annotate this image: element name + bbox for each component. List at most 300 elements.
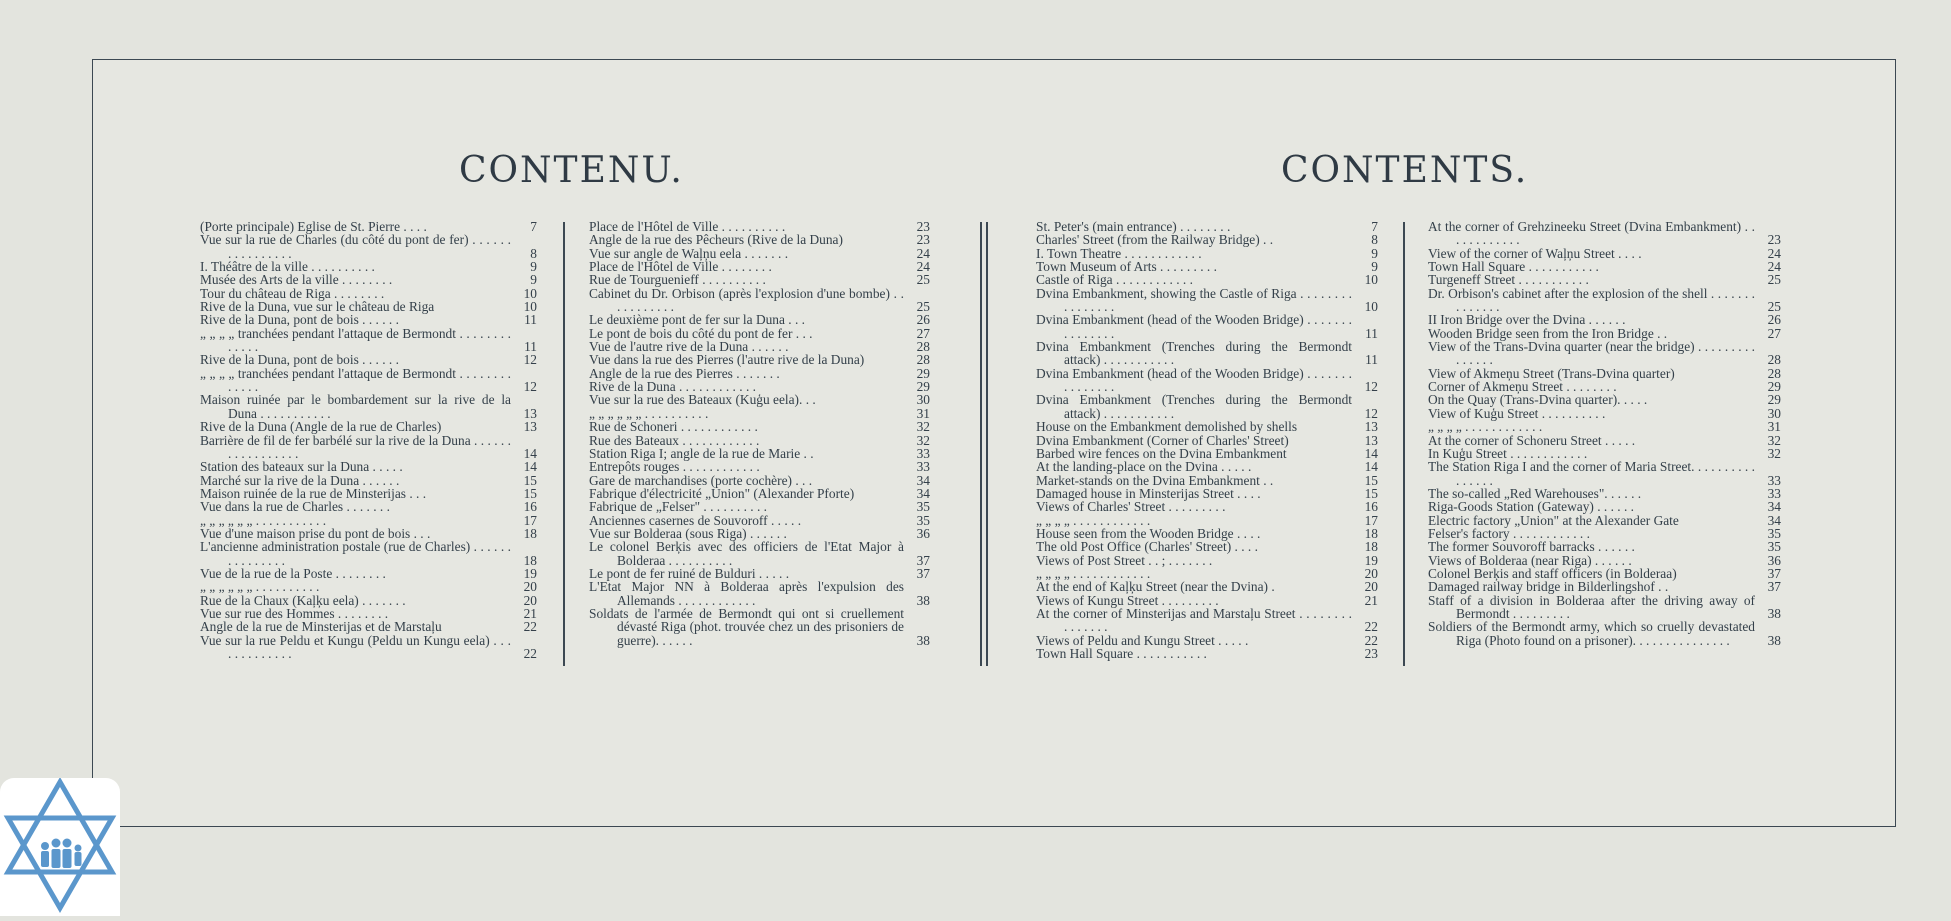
toc-entry-page: 28 xyxy=(1767,365,1781,381)
toc-entry-page: 25 xyxy=(916,272,930,288)
toc-entry xyxy=(1036,460,1378,473)
toc-entry-title: (Porte principale) Eglise de St. Pierre . . . . xyxy=(200,219,427,234)
toc-entry xyxy=(1428,407,1781,420)
toc-entry xyxy=(1428,447,1781,460)
toc-entry-page: 21 xyxy=(523,605,537,621)
toc-entry-title: „ „ „ „ . . . . . . . . . . . . xyxy=(1036,512,1151,528)
toc-entry xyxy=(200,300,537,313)
toc-entry-page: 32 xyxy=(916,419,930,435)
toc-entry-page: 11 xyxy=(524,312,537,328)
toc-entry-title: „ „ „ „ „ „ . . . . . . . . . . xyxy=(200,579,320,595)
toc-entry-title: Views of Kungu Street . . . . . . . . . xyxy=(1036,592,1219,608)
toc-entry-title: Vue sur angle de Waļņu eela . . . . . . . xyxy=(589,245,789,261)
toc-entry-title: L'Etat Major NN à Bolderaa après l'expulsion des Allemands . . . . . . . . . . . . xyxy=(589,579,904,608)
toc-entry-page: 31 xyxy=(916,405,930,421)
toc-entry-page: 20 xyxy=(1364,565,1378,581)
toc-entry-title: View of the corner of Waļņu Street . . . . xyxy=(1428,245,1642,261)
toc-entry xyxy=(1036,247,1378,260)
toc-entry-title: „ „ „ „ tranchées pendant l'attaque de Bermondt . . . . . . . . . . . . . xyxy=(200,365,511,395)
toc-entry xyxy=(1036,287,1378,314)
toc-entry xyxy=(1428,460,1781,487)
toc-entry-page: 9 xyxy=(1371,259,1378,275)
toc-entry-page: 33 xyxy=(916,459,930,475)
toc-entry xyxy=(1428,327,1781,340)
toc-entry-title: Maison ruinée par le bombardement sur la rive de la Duna . . . . . . . . . . . xyxy=(200,392,511,421)
toc-entry xyxy=(1036,527,1378,540)
toc-entry-page: 19 xyxy=(1364,552,1378,568)
toc-entry xyxy=(200,367,537,394)
toc-column-fr-2 xyxy=(589,220,930,647)
toc-entry-page: 28 xyxy=(916,352,930,368)
toc-entry xyxy=(589,407,930,420)
toc-entry-title: The so-called „Red Warehouses". . . . . . xyxy=(1428,485,1642,501)
toc-entry-page: 37 xyxy=(916,565,930,581)
toc-entry-page: 38 xyxy=(916,592,930,608)
toc-entry xyxy=(200,540,537,567)
toc-entry-page: 24 xyxy=(916,259,930,275)
toc-entry-title: Dvina Embankment, showing the Castle of Riga . . . . . . . . . . . . . . . . xyxy=(1036,285,1352,315)
toc-entry-page: 24 xyxy=(1767,259,1781,275)
toc-entry-page: 10 xyxy=(523,285,537,301)
toc-entry xyxy=(589,460,930,473)
toc-entry xyxy=(200,527,537,540)
toc-entry-page: 25 xyxy=(1767,272,1781,288)
toc-entry xyxy=(1428,247,1781,260)
toc-entry-title: Anciennes casernes de Souvoroff . . . . . xyxy=(589,512,802,528)
toc-entry-page: 30 xyxy=(916,392,930,408)
toc-entry xyxy=(200,420,537,433)
toc-entry-page: 23 xyxy=(916,232,930,248)
toc-entry xyxy=(200,273,537,286)
toc-entry-title: Corner of Akmeņu Street . . . . . . . . xyxy=(1428,379,1617,395)
toc-entry-title: Vue sur rue des Hommes . . . . . . . . xyxy=(200,605,389,621)
toc-entry xyxy=(1428,273,1781,286)
toc-entry-page: 32 xyxy=(1767,445,1781,461)
toc-entry-page: 9 xyxy=(1371,245,1378,261)
toc-entry-page: 11 xyxy=(1365,325,1378,341)
toc-entry xyxy=(200,260,537,273)
toc-entry-page: 28 xyxy=(1767,352,1781,368)
toc-entry-title: Town Hall Square . . . . . . . . . . . xyxy=(1036,646,1207,661)
toc-entry-title: Dvina Embankment (Trenches during the Bermondt attack) . . . . . . . . . . . xyxy=(1036,392,1352,421)
toc-entry-title: Place de l'Hôtel de Ville . . . . . . . . xyxy=(589,259,772,275)
toc-entry-title: Place de l'Hôtel de Ville . . . . . . . . . . xyxy=(589,219,786,234)
toc-entry-page: 35 xyxy=(1767,525,1781,541)
toc-entry-page: 10 xyxy=(523,299,537,315)
toc-entry-title: Views of Peldu and Kungu Street . . . . . xyxy=(1036,632,1249,648)
toc-entry xyxy=(589,340,930,353)
toc-entry xyxy=(589,380,930,393)
toc-entry-page: 24 xyxy=(1767,245,1781,261)
toc-entry-title: At the landing-place on the Dvina . . . . . xyxy=(1036,459,1252,475)
toc-entry-title: Rive de la Duna (Angle de la rue de Charles) xyxy=(200,419,442,435)
toc-entry-title: II Iron Bridge over the Dvina . . . . . . xyxy=(1428,312,1626,328)
toc-entry xyxy=(589,353,930,366)
toc-entry-page: 22 xyxy=(1364,632,1378,648)
toc-entry-title: Rive de la Duna, vue sur le château de Riga xyxy=(200,299,435,315)
toc-entry-title: Vue dans la rue des Pierres (l'autre rive de la Duna) xyxy=(589,352,865,368)
toc-entry-page: 25 xyxy=(916,299,930,315)
toc-entry-title: Turgeneff Street . . . . . . . . . . . xyxy=(1428,272,1589,288)
toc-entry xyxy=(1036,487,1378,500)
toc-entry-page: 18 xyxy=(1364,525,1378,541)
toc-entry-page: 12 xyxy=(1364,405,1378,421)
toc-entry-page: 12 xyxy=(1364,379,1378,395)
toc-entry-page: 13 xyxy=(523,419,537,435)
column-divider xyxy=(1403,222,1405,666)
toc-entry-title: Station Riga I; angle de la rue de Marie . . xyxy=(589,445,814,461)
toc-entry xyxy=(200,460,537,473)
toc-entry-page: 17 xyxy=(1364,512,1378,528)
toc-entry-title: I. Théâtre de la ville . . . . . . . . . . xyxy=(200,259,375,275)
toc-entry-title: View of Akmeņu Street (Trans-Dvina quarter) xyxy=(1428,365,1675,381)
toc-entry-title: Soldiers of the Bermondt army, which so cruelly devastated Riga (Photo found on a prisoner). . . . . . . . . . . . . . . xyxy=(1428,619,1755,648)
toc-entry-page: 38 xyxy=(1767,632,1781,648)
toc-entry-title: Maison ruinée de la rue de Minsterijas . . . xyxy=(200,485,427,501)
toc-entry-page: 22 xyxy=(1364,619,1378,635)
toc-entry-page: 36 xyxy=(1767,552,1781,568)
toc-entry-title: At the corner of Minsterijas and Marstaļu Street . . . . . . . . . . . . . . . xyxy=(1036,605,1352,635)
toc-entry-page: 14 xyxy=(523,459,537,475)
toc-entry-title: Town Museum of Arts . . . . . . . . . xyxy=(1036,259,1217,275)
toc-entry-title: „ „ „ „ . . . . . . . . . . . . xyxy=(1428,419,1543,435)
toc-entry-page: 32 xyxy=(1767,432,1781,448)
toc-entry xyxy=(200,393,537,420)
toc-entry-page: 33 xyxy=(1767,472,1781,488)
toc-entry-title: The old Post Office (Charles' Street) . . . . xyxy=(1036,539,1258,555)
toc-entry xyxy=(589,607,930,647)
toc-entry xyxy=(1036,607,1378,634)
toc-entry-page: 17 xyxy=(523,512,537,528)
toc-entry xyxy=(1036,580,1378,593)
toc-entry xyxy=(1428,313,1781,326)
toc-entry xyxy=(200,567,537,580)
toc-entry-title: In Kuģu Street . . . . . . . . . . . . xyxy=(1428,445,1588,461)
toc-entry-page: 35 xyxy=(1767,539,1781,555)
toc-entry-title: Wooden Bridge seen from the Iron Bridge . . xyxy=(1428,325,1668,341)
toc-entry-page: 9 xyxy=(530,272,537,288)
toc-entry-page: 14 xyxy=(523,445,537,461)
toc-entry xyxy=(589,514,930,527)
toc-entry xyxy=(589,540,930,567)
toc-entry-page: 23 xyxy=(1767,232,1781,248)
toc-entry-title: The former Souvoroff barracks . . . . . . xyxy=(1428,539,1635,555)
toc-entry-title: Vue sur la rue de Charles (du côté du pont de fer) . . . . . . . . . . . . . . . . xyxy=(200,232,511,261)
toc-entry xyxy=(589,393,930,406)
toc-entry xyxy=(589,220,930,233)
toc-entry-page: 38 xyxy=(916,632,930,648)
toc-entry-title: The Station Riga I and the corner of Maria Street. . . . . . . . . . . . . . . . xyxy=(1428,459,1755,488)
toc-entry xyxy=(1036,647,1378,660)
toc-entry xyxy=(589,233,930,246)
toc-entry xyxy=(200,434,537,461)
toc-entry-title: Barbed wire fences on the Dvina Embankment xyxy=(1036,445,1287,461)
toc-entry xyxy=(1428,487,1781,500)
toc-entry-title: Le pont de fer ruiné de Bulduri . . . . . xyxy=(589,565,790,581)
toc-entry xyxy=(1036,434,1378,447)
toc-entry-title: Vue dans la rue de Charles . . . . . . . xyxy=(200,499,390,515)
toc-entry-title: Riga-Goods Station (Gateway) . . . . . . xyxy=(1428,499,1635,515)
toc-entry-title: At the corner of Schoneru Street . . . . . xyxy=(1428,432,1636,448)
toc-entry-page: 35 xyxy=(916,499,930,515)
toc-entry-page: 31 xyxy=(1767,419,1781,435)
toc-entry-page: 25 xyxy=(1767,299,1781,315)
toc-entry-page: 37 xyxy=(916,552,930,568)
toc-entry-page: 14 xyxy=(1364,459,1378,475)
toc-entry xyxy=(1036,233,1378,246)
toc-entry xyxy=(589,273,930,286)
watermark-logo xyxy=(0,778,120,916)
toc-entry-title: Rue de Tourguenieff . . . . . . . . . . xyxy=(589,272,766,288)
toc-entry xyxy=(589,527,930,540)
toc-entry-title: At the corner of Grehzineeku Street (Dvina Embankment) . . . . . . . . . . . . xyxy=(1428,219,1755,248)
toc-entry-page: 15 xyxy=(1364,485,1378,501)
toc-entry-title: Staff of a division in Bolderaa after the driving away of Bermondt . . . . . . . . . xyxy=(1428,592,1755,621)
toc-entry-page: 34 xyxy=(916,472,930,488)
toc-entry-title: Felser's factory . . . . . . . . . . . . xyxy=(1428,525,1590,541)
toc-entry-page: 29 xyxy=(1767,379,1781,395)
toc-entry-page: 20 xyxy=(523,592,537,608)
toc-entry-page: 13 xyxy=(1364,432,1378,448)
toc-entry xyxy=(1428,580,1781,593)
toc-entry-title: „ „ „ „ „ „ . . . . . . . . . . xyxy=(589,405,709,421)
toc-entry-page: 16 xyxy=(1364,499,1378,515)
toc-entry xyxy=(1036,220,1378,233)
toc-entry-title: Damaged railway bridge in Bilderlingshof . . xyxy=(1428,579,1669,595)
toc-entry-title: Rive de la Duna, pont de bois . . . . . . xyxy=(200,352,399,368)
toc-entry-title: House seen from the Wooden Bridge . . . . xyxy=(1036,525,1261,541)
toc-entry-title: Angle de la rue de Minsterijas et de Marstaļu xyxy=(200,619,442,635)
toc-entry-page: 16 xyxy=(523,499,537,515)
toc-entry xyxy=(1428,567,1781,580)
toc-entry xyxy=(589,500,930,513)
toc-entry-title: Vue sur la rue des Bateaux (Kuģu eela). . . xyxy=(589,392,816,408)
toc-entry xyxy=(1428,260,1781,273)
toc-entry-title: Vue de la rue de la Poste . . . . . . . . xyxy=(200,565,386,581)
toc-entry-title: At the end of Kaļķu Street (near the Dvina) . xyxy=(1036,579,1275,595)
toc-entry-page: 34 xyxy=(916,485,930,501)
toc-entry xyxy=(1036,554,1378,567)
toc-entry xyxy=(200,487,537,500)
toc-entry-title: Colonel Berķis and staff officers (in Bolderaa) xyxy=(1428,565,1677,581)
toc-entry-page: 26 xyxy=(1767,312,1781,328)
toc-entry xyxy=(589,313,930,326)
toc-entry-title: Cabinet du Dr. Orbison (après l'explosion d'une bombe) . . . . . . . . . . . xyxy=(589,285,904,315)
toc-entry xyxy=(1036,313,1378,340)
toc-entry-title: Tour du château de Riga . . . . . . . . xyxy=(200,285,385,301)
toc-entry-title: Dvina Embankment (Corner of Charles' Street) xyxy=(1036,432,1289,448)
toc-entry xyxy=(1036,393,1378,420)
toc-entry-page: 22 xyxy=(523,619,537,635)
toc-entry-page: 29 xyxy=(1767,392,1781,408)
toc-entry-title: Vue sur Bolderaa (sous Riga) . . . . . . xyxy=(589,525,787,541)
toc-entry xyxy=(589,474,930,487)
toc-entry-page: 15 xyxy=(1364,472,1378,488)
toc-entry-title: Entrepôts rouges . . . . . . . . . . . . xyxy=(589,459,760,475)
toc-entry xyxy=(200,287,537,300)
toc-column-fr-1 xyxy=(200,220,537,660)
toc-entry xyxy=(1036,474,1378,487)
toc-entry-page: 11 xyxy=(1365,352,1378,368)
toc-entry-title: Fabrique de „Felser" . . . . . . . . . . xyxy=(589,499,768,515)
toc-entry-title: Vue d'une maison prise du pont de bois . . . xyxy=(200,525,431,541)
toc-column-en-2 xyxy=(1428,220,1781,647)
toc-entry-title: Views of Charles' Street . . . . . . . . . xyxy=(1036,499,1226,515)
toc-entry-title: Rue de la Chaux (Kaļķu eela) . . . . . . . xyxy=(200,592,406,608)
toc-column-en-1 xyxy=(1036,220,1378,660)
heading-contents: CONTENTS. xyxy=(1281,150,1529,191)
toc-entry xyxy=(1036,420,1378,433)
toc-entry-page: 8 xyxy=(530,245,537,261)
toc-entry xyxy=(1036,567,1378,580)
toc-entry-title: St. Peter's (main entrance) . . . . . . . . xyxy=(1036,219,1231,234)
toc-entry-title: View of the Trans-Dvina quarter (near the bridge) . . . . . . . . . . . . . . . xyxy=(1428,339,1755,368)
toc-entry-page: 34 xyxy=(1767,499,1781,515)
toc-entry-title: Rue de Schoneri . . . . . . . . . . . . xyxy=(589,419,758,435)
toc-entry-title: Le deuxième pont de fer sur la Duna . . . xyxy=(589,312,806,328)
toc-entry-page: 12 xyxy=(523,352,537,368)
toc-entry xyxy=(589,447,930,460)
toc-entry-page: 37 xyxy=(1767,579,1781,595)
toc-entry xyxy=(589,260,930,273)
toc-entry-page: 11 xyxy=(524,339,537,355)
toc-entry-title: I. Town Theatre . . . . . . . . . . . . xyxy=(1036,245,1202,261)
toc-entry xyxy=(200,620,537,633)
toc-entry xyxy=(200,634,537,661)
toc-entry xyxy=(1036,500,1378,513)
toc-entry xyxy=(200,594,537,607)
toc-entry xyxy=(1428,554,1781,567)
toc-entry-title: Damaged house in Minsterijas Street . . . . xyxy=(1036,485,1261,501)
toc-entry-page: 34 xyxy=(1767,512,1781,528)
toc-entry-page: 22 xyxy=(523,646,537,661)
toc-entry-page: 33 xyxy=(1767,485,1781,501)
toc-entry-page: 13 xyxy=(523,405,537,421)
toc-entry xyxy=(200,353,537,366)
toc-entry-page: 15 xyxy=(523,472,537,488)
toc-entry xyxy=(200,327,537,354)
toc-entry xyxy=(1036,260,1378,273)
toc-entry-title: Angle de la rue des Pierres . . . . . . . xyxy=(589,365,780,381)
column-divider xyxy=(980,222,982,666)
toc-entry-title: Charles' Street (from the Railway Bridge) . . xyxy=(1036,232,1274,248)
toc-entry-title: Gare de marchandises (porte cochère) . . . xyxy=(589,472,813,488)
toc-entry-title: Rive de la Duna, pont de bois . . . . . . xyxy=(200,312,399,328)
toc-entry-page: 20 xyxy=(523,579,537,595)
toc-entry-page: 21 xyxy=(1364,592,1378,608)
toc-entry-page: 26 xyxy=(916,312,930,328)
toc-entry xyxy=(200,514,537,527)
toc-entry-page: 30 xyxy=(1767,405,1781,421)
toc-entry xyxy=(1428,220,1781,247)
toc-entry-page: 37 xyxy=(1767,565,1781,581)
toc-entry-page: 27 xyxy=(916,325,930,341)
toc-entry-title: Barrière de fil de fer barbélé sur la rive de la Duna . . . . . . . . . . . . . . . . . xyxy=(200,432,511,461)
toc-entry xyxy=(1036,447,1378,460)
toc-entry xyxy=(589,580,930,607)
toc-entry xyxy=(589,487,930,500)
toc-entry-title: „ „ „ „ tranchées pendant l'attaque de Bermondt . . . . . . . . . . . . . xyxy=(200,325,511,355)
toc-entry-title: „ „ „ „ „ „ . . . . . . . . . . . xyxy=(200,512,327,528)
toc-entry-title: Views of Bolderaa (near Riga) . . . . . . xyxy=(1428,552,1632,568)
toc-entry-page: 23 xyxy=(1364,646,1378,661)
toc-entry-title: Fabrique d'électricité „Union" (Alexander Pforte) xyxy=(589,485,855,501)
toc-entry-title: Soldats de l'armée de Bermondt qui ont si cruellement dévasté Riga (phot. trouvée chez un des prisoniers de guerre). . . . . . xyxy=(589,605,904,648)
toc-entry-page: 10 xyxy=(1364,272,1378,288)
toc-entry-page: 13 xyxy=(1364,419,1378,435)
toc-entry-title: Le colonel Berķis avec des officiers de l'Etat Major à Bolderaa . . . . . . . . . . xyxy=(589,539,904,568)
toc-entry-title: Angle de la rue des Pêcheurs (Rive de la Duna) xyxy=(589,232,843,248)
toc-entry-title: Rive de la Duna . . . . . . . . . . . . xyxy=(589,379,756,395)
toc-entry-page: 35 xyxy=(916,512,930,528)
toc-entry xyxy=(1428,420,1781,433)
toc-entry xyxy=(1428,434,1781,447)
toc-entry-title: Electric factory „Union" at the Alexander Gate xyxy=(1428,512,1679,528)
toc-entry xyxy=(1428,340,1781,367)
toc-entry xyxy=(200,607,537,620)
toc-entry xyxy=(1428,500,1781,513)
toc-entry-page: 18 xyxy=(523,525,537,541)
toc-entry xyxy=(1428,620,1781,647)
toc-entry-page: 28 xyxy=(916,339,930,355)
toc-entry-page: 19 xyxy=(523,565,537,581)
toc-entry xyxy=(1036,514,1378,527)
toc-entry-title: Dr. Orbison's cabinet after the explosion of the shell . . . . . . . . . . . . . . xyxy=(1428,285,1755,315)
toc-entry xyxy=(1036,273,1378,286)
toc-entry xyxy=(1428,367,1781,380)
toc-entry xyxy=(1428,594,1781,621)
toc-entry xyxy=(589,327,930,340)
toc-entry xyxy=(1428,527,1781,540)
star-of-david-icon xyxy=(0,778,120,916)
toc-entry xyxy=(200,474,537,487)
toc-entry-page: 9 xyxy=(530,259,537,275)
toc-entry xyxy=(1428,540,1781,553)
toc-entry xyxy=(589,567,930,580)
toc-entry-page: 27 xyxy=(1767,325,1781,341)
toc-entry-title: L'ancienne administration postale (rue de Charles) . . . . . . . . . . . . . . . xyxy=(200,539,511,568)
toc-entry-page: 8 xyxy=(1371,232,1378,248)
toc-entry-title: House on the Embankment demolished by shells xyxy=(1036,419,1298,435)
toc-entry-page: 36 xyxy=(916,525,930,541)
toc-entry xyxy=(200,580,537,593)
toc-entry-page: 32 xyxy=(916,432,930,448)
toc-entry-page: 14 xyxy=(1364,445,1378,461)
toc-entry xyxy=(1036,340,1378,367)
toc-entry-title: View of Kuģu Street . . . . . . . . . . xyxy=(1428,405,1606,421)
toc-entry-page: 24 xyxy=(916,245,930,261)
toc-entry-page: 29 xyxy=(916,379,930,395)
toc-entry-page: 7 xyxy=(530,219,537,234)
toc-entry xyxy=(1428,393,1781,406)
toc-entry xyxy=(589,247,930,260)
toc-entry-page: 20 xyxy=(1364,579,1378,595)
heading-contenu: CONTENU. xyxy=(459,150,684,191)
toc-entry-page: 29 xyxy=(916,365,930,381)
column-divider xyxy=(986,222,988,666)
toc-entry-title: Vue sur la rue Peldu et Kungu (Peldu un Kungu eela) . . . . . . . . . . . . . xyxy=(200,632,511,661)
toc-entry xyxy=(1036,367,1378,394)
toc-entry-title: Castle of Riga . . . . . . . . . . . . xyxy=(1036,272,1193,288)
toc-entry xyxy=(1428,514,1781,527)
toc-entry-title: On the Quay (Trans-Dvina quarter). . . . . xyxy=(1428,392,1648,408)
toc-entry-page: 7 xyxy=(1371,219,1378,234)
toc-entry xyxy=(1428,380,1781,393)
toc-entry xyxy=(1428,287,1781,314)
toc-entry xyxy=(200,220,537,233)
toc-entry xyxy=(589,420,930,433)
toc-entry xyxy=(589,287,930,314)
